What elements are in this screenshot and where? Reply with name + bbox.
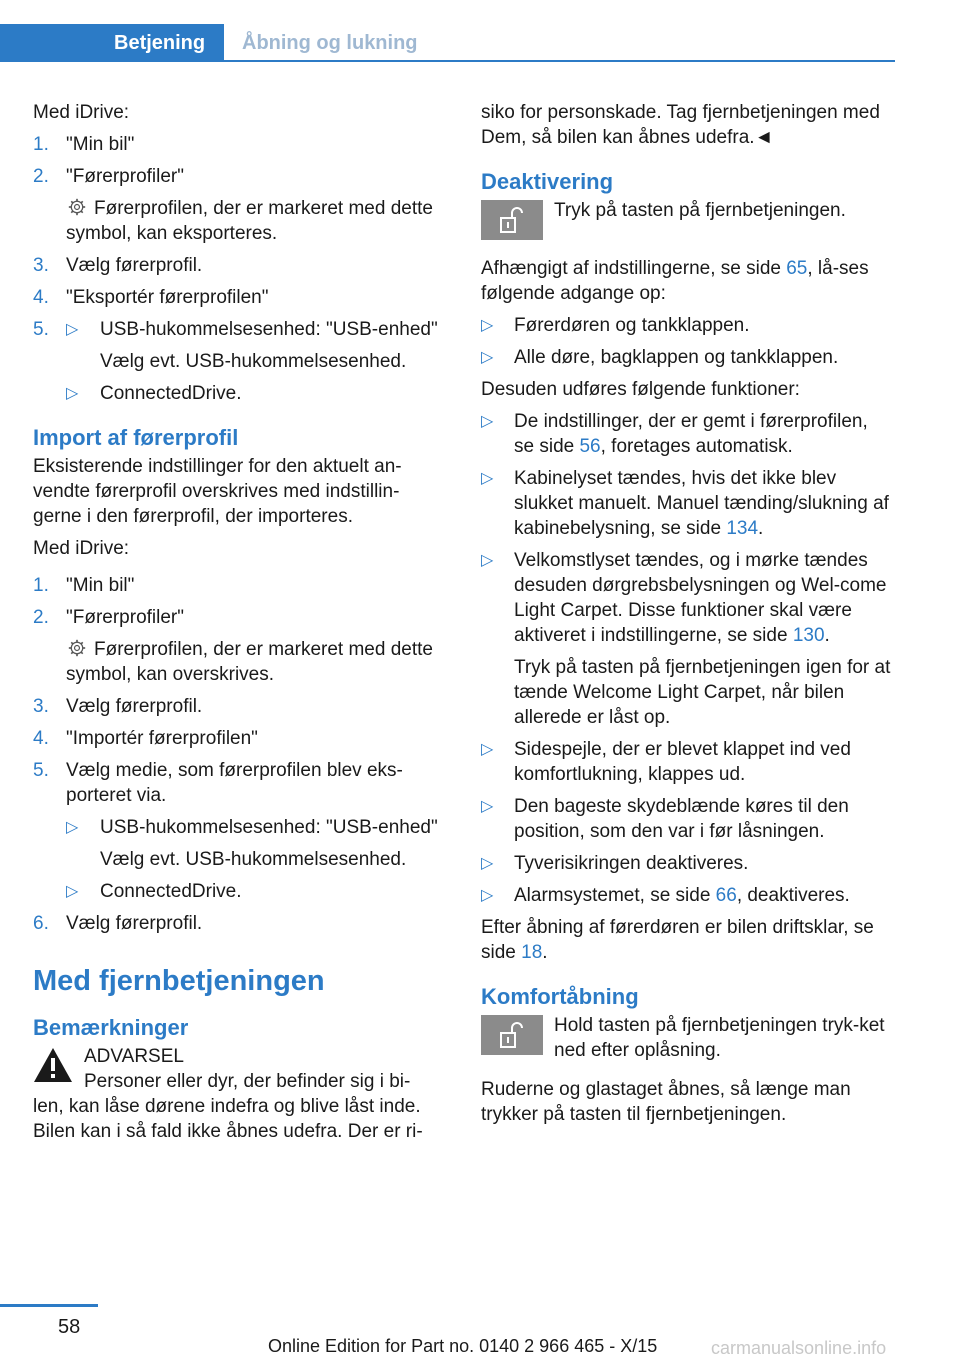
list-item: 3. Vælg førerprofil. — [33, 696, 203, 717]
gear-icon — [66, 639, 88, 657]
warning-continuation: siko for personskade. Tag fjernbetjeningen med Dem, så bilen kan åbnes udefra.◄ — [481, 102, 880, 148]
sub-list-item: ▷ USB-hukommelsesenhed: "USB-enhed" — [66, 817, 438, 838]
list-item: 5. ▷ USB-hukommelsesenhed: "USB-enhed" Vælg evt. USB-hukommelsesenhed. ▷ ConnectedDrive. — [33, 319, 438, 404]
list-item: 6. Vælg førerprofil. — [33, 913, 203, 934]
gear-icon — [66, 198, 88, 216]
page-link[interactable]: 134 — [726, 518, 759, 539]
dependency-text: Afhængigt af indstillingerne, se side 65, lå-ses følgende adgange op: — [481, 258, 869, 304]
list-item-note: Tryk på tasten på fjernbetjeningen igen for at tænde Welcome Light Carpet, når bilen allerede er låst op. — [514, 657, 891, 728]
header-tab-betjening[interactable]: Betjening — [0, 24, 224, 62]
warning-triangle-icon — [33, 1047, 73, 1083]
gear-note: Førerprofilen, der er markeret med dette symbol, kan overskrives. — [66, 639, 433, 685]
page-number: 58 — [58, 1316, 81, 1338]
unlock-key-icon — [481, 1015, 543, 1055]
list-item: ▷ Tyverisikringen deaktiveres. — [481, 853, 749, 874]
footer-rule — [0, 1304, 98, 1307]
functions-intro: Desuden udføres følgende funktioner: — [481, 379, 800, 400]
notes-heading: Bemærkninger — [33, 1015, 189, 1040]
import-heading: Import af førerprofil — [33, 425, 239, 450]
list-item: ▷ Den bageste skydeblænde køres til den position, som den var i før låsningen. — [481, 796, 849, 842]
list-item: ▷ Sidespejle, der er blevet klappet ind ved komfortlukning, klappes ud. — [481, 739, 851, 785]
sub-list-note: Vælg evt. USB-hukommelsesenhed. — [100, 849, 407, 870]
list-item: 1. "Min bil" — [33, 134, 135, 155]
list-item: ▷ Velkomstlyset tændes, og i mørke tændes desuden dørgrebsbelysningen og Wel-come Light Carpet. Disse funktioner skal være aktiveret i indstillingerne, se side 130. Tryk på tasten på fjernbetjeningen igen for at tænde Welcome Light Carpet, når bilen allerede er låst op. — [481, 548, 893, 730]
list-item: 2. "Førerprofiler" — [33, 166, 184, 187]
left-column — [33, 100, 438, 1151]
list-item: ▷ Alle døre, bagklappen og tankklappen. — [481, 347, 839, 368]
sub-list-item: ▷ ConnectedDrive. — [66, 383, 242, 404]
list-item: 2. "Førerprofiler" — [33, 607, 184, 628]
list-item: 1. "Min bil" — [33, 575, 135, 596]
page-link[interactable]: 65 — [786, 258, 808, 279]
deaktivering-heading: Deaktivering — [481, 169, 614, 194]
header-tab-aabning[interactable]: Åbning og lukning — [242, 32, 418, 54]
list-item: ▷ Førerdøren og tankklappen. — [481, 315, 750, 336]
page-link[interactable]: 66 — [715, 885, 737, 906]
warning-box — [33, 1044, 438, 1144]
sub-list-item: ▷ USB-hukommelsesenhed: "USB-enhed" — [66, 319, 438, 340]
list-item: 4. "Importér førerprofilen" — [33, 728, 258, 749]
sub-list-note: Vælg evt. USB-hukommelsesenhed. — [100, 351, 407, 372]
edition-text: Online Edition for Part no. 0140 2 966 465 - X/15 — [268, 1336, 658, 1356]
komfort-instruction: Hold tasten på fjernbetjeningen tryk-ket ned efter oplåsning. — [481, 1013, 893, 1063]
warning-text: Personer eller dyr, der befinder sig i bi- len, kan låse dørene indefra og blive låst inde. Bilen kan i så fald ikke åbnes udefra. Der er ri- — [33, 1071, 423, 1142]
deaktivering-instruction: Tryk på tasten på fjernbetjeningen. — [481, 198, 893, 242]
list-item: 3. Vælg førerprofil. — [33, 255, 203, 276]
page-link[interactable]: 130 — [792, 625, 825, 646]
after-opening-text: Efter åbning af førerdøren er bilen driftsklar, se side 18. — [481, 917, 874, 963]
intro-text-2: Med iDrive: — [33, 538, 130, 559]
page-link[interactable]: 18 — [521, 942, 543, 963]
list-item: ▷ De indstillinger, der er gemt i førerprofilen, se side 56, foretages automatisk. — [481, 411, 868, 457]
main-heading: Med fjernbetjeningen — [33, 965, 325, 997]
import-paragraph: Eksisterende indstillinger for den aktuelt an-vendte førerprofil overskrives med indstillin-gerne i den førerprofil, der importeres. — [33, 456, 402, 527]
gear-note: Førerprofilen, der er markeret med dette symbol, kan eksporteres. — [66, 198, 433, 244]
right-column — [481, 100, 893, 1134]
list-item: ▷ Kabinelyset tændes, hvis det ikke blev slukket manuelt. Manuel tænding/slukning af kabinebelysning, se side 134. — [481, 468, 889, 539]
komfort-paragraph: Ruderne og glastaget åbnes, så længe man trykker på tasten til fjernbetjeningen. — [481, 1079, 851, 1125]
list-item: 4. "Eksportér førerprofilen" — [33, 287, 269, 308]
header-rule — [224, 60, 895, 62]
komfort-heading: Komfortåbning — [481, 984, 639, 1009]
page-link[interactable]: 56 — [579, 436, 601, 457]
list-item: 5. Vælg medie, som førerprofilen blev eks-porteret via. ▷ USB-hukommelsesenhed: "USB-enhed" Vælg evt. USB-hukommelsesenhed. ▷ ConnectedDrive. — [33, 760, 438, 902]
page-header — [0, 24, 895, 62]
list-item: ▷ Alarmsystemet, se side 66, deaktiveres. — [481, 885, 850, 906]
intro-text: Med iDrive: — [33, 102, 130, 123]
watermark-text: carmanualsonline.info — [711, 1338, 887, 1358]
unlock-key-icon — [481, 200, 543, 240]
sub-list-item: ▷ ConnectedDrive. — [66, 881, 242, 902]
warning-title: ADVARSEL — [84, 1046, 184, 1067]
